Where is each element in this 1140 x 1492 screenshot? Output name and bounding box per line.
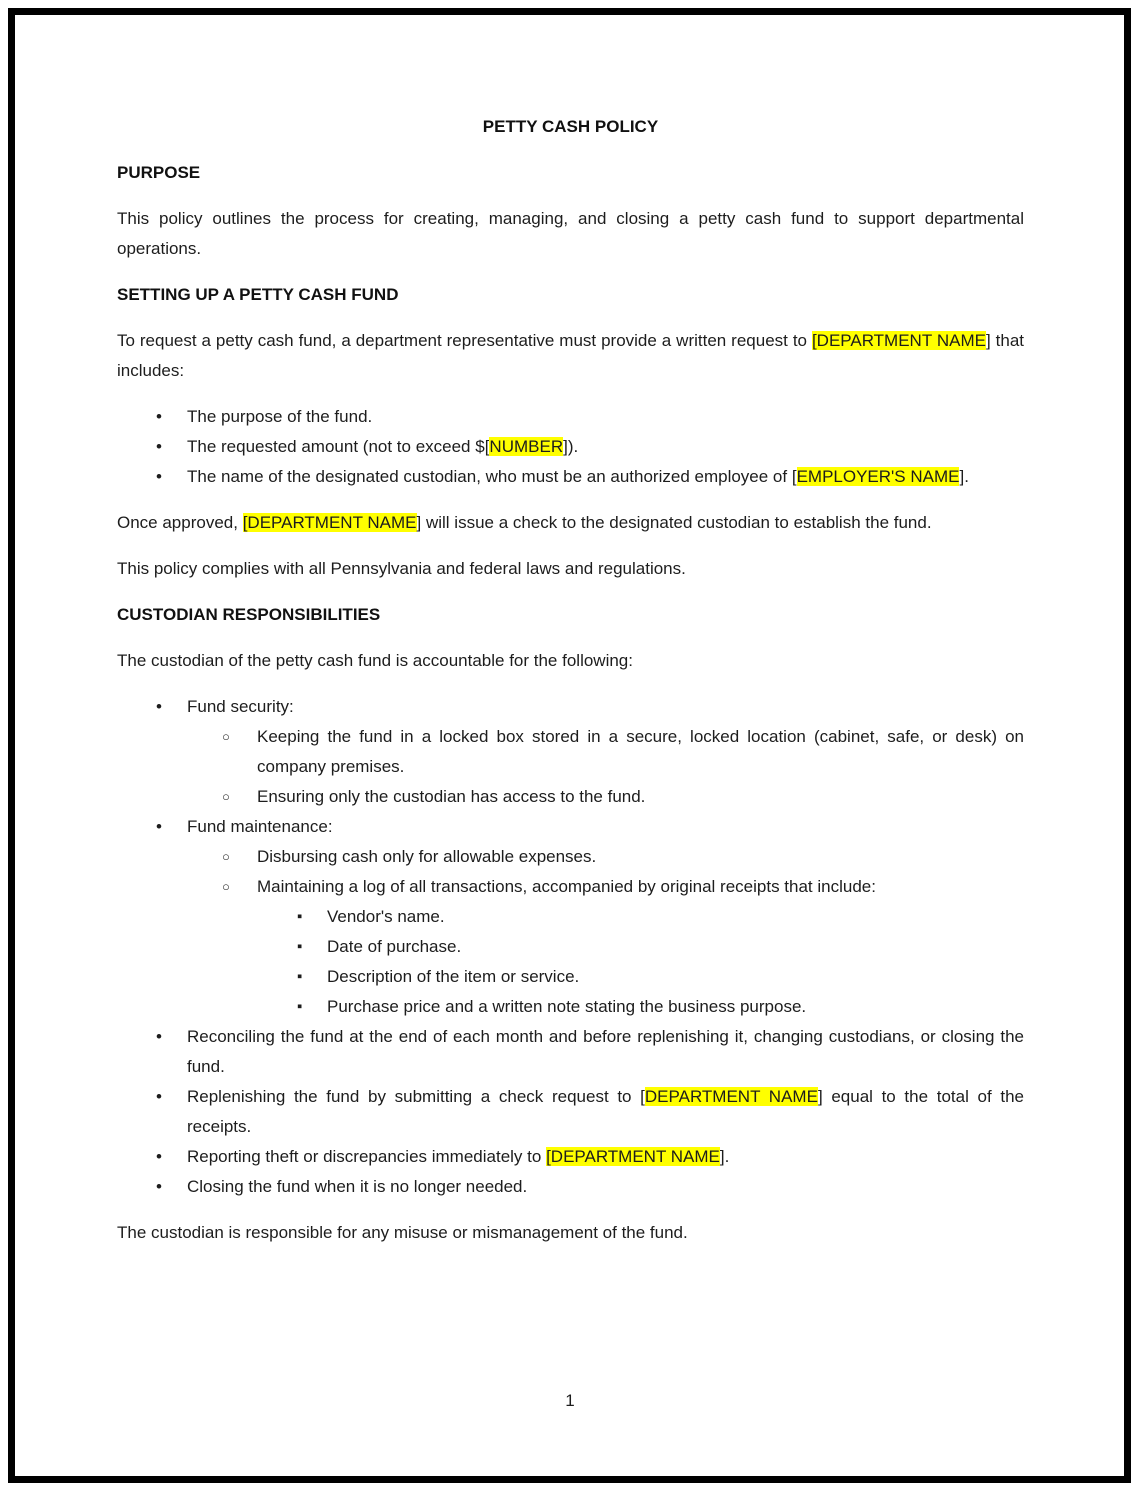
text-run: Ensuring only the custodian has access to the fund.: [257, 787, 646, 806]
paragraph-once-approved: [117, 508, 1024, 538]
paragraph-responsibility: The custodian is responsible for any misuse or mismanagement of the fund.: [117, 1223, 688, 1242]
list-item-item-description: [257, 962, 1024, 992]
text-run: Replenishing the fund by submitting a check request to [: [187, 1087, 645, 1106]
text-run: ] will issue a check to the designated custodian to establish the fund.: [416, 513, 932, 532]
text-run: Vendor's name.: [327, 907, 445, 926]
list-item-requested-amount: [117, 432, 1024, 462]
paragraph-setup-intro: [117, 326, 1024, 386]
list-item-reporting: [117, 1142, 1024, 1172]
placeholder-employers-name: EMPLOYER'S NAME: [796, 467, 960, 486]
placeholder-department-name: [DEPARTMENT NAME: [546, 1147, 720, 1166]
text-run: ] equal to the total of the receipts.: [187, 1087, 1024, 1136]
list-item-reconciling: [117, 1022, 1024, 1082]
text-run: ].: [719, 1147, 730, 1166]
list-item-purchase-date: [257, 932, 1024, 962]
text-run: ]).: [563, 437, 579, 456]
placeholder-department-name: DEPARTMENT NAME: [644, 1087, 818, 1106]
fund-security-sublist: [187, 722, 1024, 812]
list-item-fund-maintenance: [117, 812, 1024, 1022]
text-run: The requested amount (not to exceed $[: [187, 437, 490, 456]
list-item-purchase-price: [257, 992, 1024, 1022]
setup-requirements-list: [117, 402, 1024, 492]
list-item-custodian-name: [117, 462, 1024, 492]
list-item-closing: [117, 1172, 1024, 1202]
heading-setup: SETTING UP A PETTY CASH FUND: [117, 285, 399, 304]
placeholder-department-name: [DEPARTMENT NAME: [242, 513, 417, 532]
list-item-maintaining-log: [187, 872, 1024, 1022]
list-item-disbursing: [187, 842, 1024, 872]
list-item-fund-purpose: [117, 402, 1024, 432]
paragraph-custodian-intro: The custodian of the petty cash fund is accountable for the following:: [117, 651, 633, 670]
text-run: Disbursing cash only for allowable expenses.: [257, 847, 597, 866]
text-run: Purchase price and a written note stating the business purpose.: [327, 997, 807, 1016]
document-title: PETTY CASH POLICY: [482, 117, 659, 136]
text-run: The name of the designated custodian, who must be an authorized employee of [: [187, 467, 797, 486]
page-number: 1: [565, 1391, 575, 1410]
placeholder-number: NUMBER: [489, 437, 564, 456]
placeholder-department-name: [DEPARTMENT NAME: [811, 331, 986, 350]
text-run: Keeping the fund in a locked box stored in a secure, locked location (cabinet, safe, or desk) on company premises.: [257, 727, 1024, 776]
text-run: Reporting theft or discrepancies immediately to: [187, 1147, 547, 1166]
list-item-ensuring-access: [187, 782, 1024, 812]
paragraph-purpose: This policy outlines the process for creating, managing, and closing a petty cash fund to support departmental operations.: [117, 209, 1024, 258]
text-run: Closing the fund when it is no longer needed.: [187, 1177, 528, 1196]
text-run: Fund security:: [187, 697, 294, 716]
text-run: Date of purchase.: [327, 937, 462, 956]
receipt-details-sublist: [257, 902, 1024, 1022]
list-item-vendor-name: [257, 902, 1024, 932]
text-run: ] that includes:: [117, 331, 1025, 380]
text-run: Maintaining a log of all transactions, accompanied by original receipts that include:: [257, 877, 876, 896]
text-run: The purpose of the fund.: [187, 407, 373, 426]
list-item-fund-security: [117, 692, 1024, 812]
heading-purpose: PURPOSE: [117, 163, 201, 182]
custodian-responsibilities-list: [117, 692, 1024, 1202]
text-run: Description of the item or service.: [327, 967, 580, 986]
text-run: ].: [959, 467, 969, 486]
fund-maintenance-sublist: [187, 842, 1024, 1022]
list-item-keeping-fund: [187, 722, 1024, 782]
text-run: Once approved,: [117, 513, 243, 532]
document-body: [117, 112, 1024, 1264]
list-item-replenishing: [117, 1082, 1024, 1142]
text-run: Fund maintenance:: [187, 817, 333, 836]
text-run: To request a petty cash fund, a department representative must provide a written request to: [117, 331, 812, 350]
paragraph-compliance: This policy complies with all Pennsylvania and federal laws and regulations.: [117, 559, 686, 578]
text-run: Reconciling the fund at the end of each month and before replenishing it, changing custodians, or closing the fund.: [187, 1027, 1024, 1076]
heading-custodian: CUSTODIAN RESPONSIBILITIES: [117, 605, 381, 624]
